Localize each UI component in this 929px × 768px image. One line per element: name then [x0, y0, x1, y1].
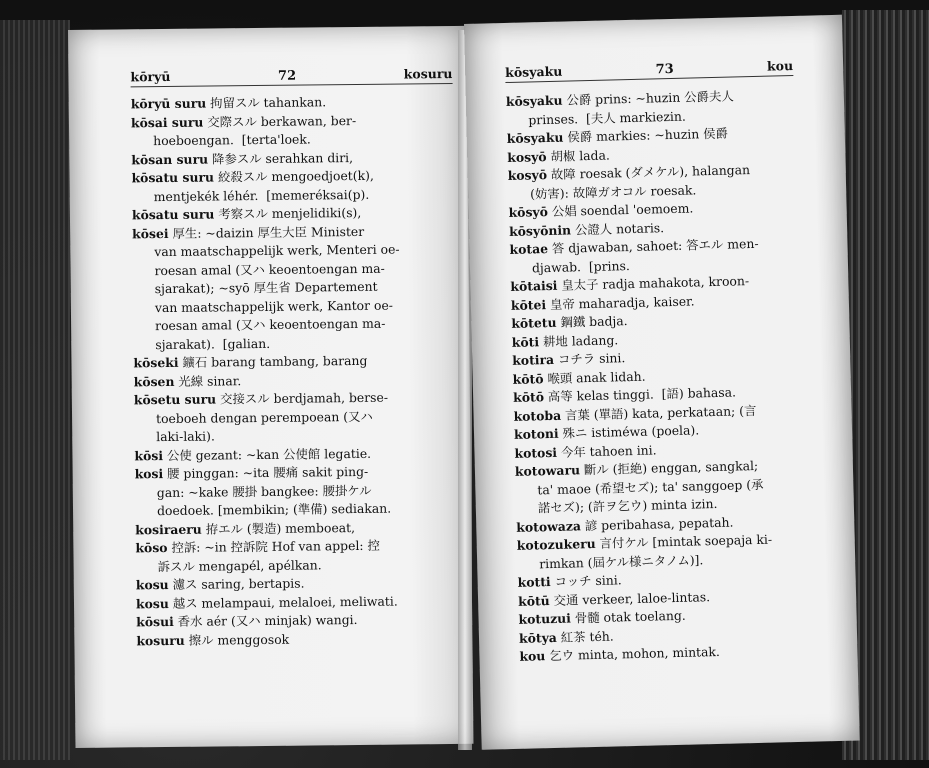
entry-definition: 公娼 soendal 'oemoem.: [547, 200, 694, 220]
entry-definition: 拵エル (製造) memboeat,: [201, 519, 356, 537]
entry-headword: kotoba: [513, 407, 562, 424]
entry-headword: kotuzui: [518, 610, 572, 627]
entry-definition: roesan amal (又ハ keoentoengan ma-: [155, 315, 386, 334]
entry-headword: kosuru: [136, 632, 185, 648]
entry-headword: kōtya: [518, 629, 557, 646]
left-page-edges: [0, 20, 70, 760]
entry-headword: kotosi: [514, 444, 558, 461]
entry-definition: 交通 verkeer, laloe-lintas.: [549, 588, 711, 608]
entry-headword: kotti: [517, 574, 551, 590]
entry-definition: 香水 aér (又ハ minjak) wangi.: [173, 612, 358, 629]
entry-definition: 高等 kelas tinggi. [語) bahasa.: [543, 384, 737, 405]
entry-definition: 考察スル menjelidiki(s),: [214, 204, 362, 222]
entry-headword: kōtō: [512, 389, 545, 405]
entry-headword: kosi: [134, 466, 164, 482]
entry-headword: kosiraeru: [135, 521, 202, 537]
entry-headword: kōsyaku: [505, 92, 563, 109]
entry-definition: 訴スル mengapél, apélkan.: [157, 556, 322, 574]
right-page-number: 73: [655, 61, 674, 78]
entry-definition: djawab. [prins.: [531, 257, 630, 275]
entry-definition: 腰 pinggan: ~ita 腰痛 sakit ping-: [163, 463, 369, 482]
entry-headword: kōsyōnin: [508, 221, 572, 239]
entry-definition: 斷ル (拒絶) enggan, sangkal;: [579, 457, 759, 478]
entry-headword: kotira: [512, 351, 555, 368]
entry-headword: kōsyō: [508, 204, 549, 220]
entry-definition: 紅茶 téh.: [556, 628, 614, 645]
entry-definition: 侯爵 markies: ~huzin 侯爵: [563, 125, 729, 145]
entry-headword: kōsai suru: [130, 114, 204, 130]
entry-definition: 諺 peribahasa, pepatah.: [580, 514, 734, 533]
entry-definition: 乞ウ minta, mohon, mintak.: [545, 643, 721, 664]
entry-headword: kōtō: [512, 370, 544, 387]
entry-definition: 鋼鐵 badja.: [556, 313, 628, 330]
entry-definition: 胡椒 lada.: [546, 146, 610, 164]
entry-headword: kōsi: [134, 447, 164, 463]
entry-definition: 諾セズ); (許ヲ乞ウ) minta izin.: [537, 495, 718, 516]
entry-headword: kotozukeru: [516, 535, 596, 553]
entry-definition: 控訴: ~in 控訴院 Hof van appel: 控: [167, 537, 380, 555]
entry-definition: 今年 tahoen ini.: [556, 441, 657, 460]
entry-headword: kōsei: [132, 225, 169, 241]
entry-definition: 拘留スル tahankan.: [206, 94, 327, 111]
entry-headword: kōtaisi: [510, 277, 558, 294]
entry-definition: 皇帝 maharadja, kaiser.: [545, 292, 695, 312]
entry-headword: kosyō: [507, 148, 547, 165]
entry-definition: 鑛石 barang tambang, barang: [178, 352, 368, 370]
left-entry: [136, 628, 462, 650]
entry-headword: kosu: [135, 595, 169, 611]
entry-definition: 越ス melampaui, melaloei, meliwati.: [168, 593, 398, 611]
entry-headword: kōtei: [510, 296, 547, 313]
entry-definition: 濾ス saring, bertapis.: [168, 575, 305, 592]
entry-definition: 言葉 (單語) kata, perkataan; (言: [560, 402, 757, 423]
entry-definition: 答 djawaban, sahoet: 答エル men-: [547, 235, 759, 257]
entry-definition: 言付ケル [mintak soepaja ki-: [595, 531, 773, 551]
entry-definition: 耕地 ladang.: [538, 331, 619, 349]
entry-definition: gan: ~kake 腰掛 bangkee: 腰掛ケル: [156, 482, 372, 500]
entry-definition: mentjekék léhér. [memeréksai(p).: [153, 186, 370, 204]
entry-definition: 公使 gezant: ~kan 公使館 legatie.: [162, 445, 372, 463]
left-page-number: 72: [277, 68, 297, 84]
entry-headword: kōtetu: [511, 314, 557, 331]
entry-definition: 公證人 notaris.: [570, 219, 665, 237]
entry-headword: kosyō: [507, 167, 548, 183]
entry-definition: 交接スル berdjamah, berse-: [216, 389, 389, 407]
entry-definition: 骨髓 otak toelang.: [570, 607, 686, 626]
right-header-word: kōsyaku: [505, 63, 563, 81]
entry-headword: kotoni: [513, 425, 559, 442]
entry-headword: kōsen: [133, 373, 175, 389]
entry-definition: コッチ sini.: [550, 572, 622, 590]
entry-headword: kotowaza: [516, 517, 582, 535]
entry-headword: kosu: [135, 576, 169, 593]
entry-headword: kotowaru: [514, 462, 581, 479]
entry-definition: 絞殺スル mengoedjoet(k),: [213, 167, 374, 185]
entry-definition: コチラ sini.: [553, 350, 626, 367]
entry-definition: 厚生: ~daizin 厚生大臣 Minister: [168, 223, 365, 241]
entry-headword: kōryū suru: [130, 95, 207, 112]
entry-headword: kōsatu suru: [131, 206, 215, 223]
entry-definition: van maatschappelijk werk, Menteri oe-: [154, 241, 400, 260]
entry-definition: (妨害): 故障ガオコル roesak.: [529, 181, 697, 201]
entry-definition: ta' maoe (希望セズ); ta' sanggoep (承: [537, 476, 764, 497]
entry-definition: 皇太子 radja mahakota, kroon-: [557, 273, 750, 293]
right-page: [464, 15, 860, 750]
left-header-word: kōryū: [130, 68, 171, 85]
entry-headword: kōsan suru: [131, 151, 209, 167]
entry-definition: prinses. [夫人 markiezin.: [528, 108, 686, 127]
entry-headword: kōso: [135, 539, 168, 556]
left-page-header: [130, 66, 452, 85]
entry-definition: 殊ニ istiméwa (poela).: [558, 422, 700, 441]
entry-definition: laki-laki).: [156, 428, 215, 445]
entry-headword: kōsatu suru: [131, 169, 215, 186]
entry-definition: 故障 roesak (ダメケル), halangan: [546, 162, 751, 183]
entry-headword: kōtū: [517, 592, 550, 609]
right-header-end-word: kou: [766, 57, 794, 74]
entry-headword: kōti: [511, 333, 540, 350]
entry-headword: kou: [519, 648, 546, 664]
entry-headword: kōseki: [133, 354, 179, 371]
entry-definition: hoeboengan. [terta'loek.: [153, 131, 311, 149]
entry-headword: kotae: [509, 241, 549, 257]
entry-definition: rimkan (屆ケル様ニタノム)].: [539, 551, 704, 571]
entry-definition: 公爵 prins: ~huzin 公爵夫人: [562, 88, 734, 108]
entry-definition: 降参スル serahkan diri,: [207, 149, 354, 167]
entry-definition: doedoek. [membikin; (準備) sediakan.: [156, 500, 392, 519]
entry-definition: 光線 sinar.: [174, 372, 242, 389]
entry-headword: kōsyaku: [506, 129, 564, 146]
entry-definition: 交際スル berkawan, ber-: [203, 112, 357, 130]
entry-definition: roesan amal (又ハ keoentoengan ma-: [154, 260, 385, 278]
entry-definition: toeboeh dengan perempoean (又ハ: [155, 408, 373, 426]
left-header-end-word: kosuru: [403, 65, 453, 82]
right-entry-list: [506, 86, 818, 667]
entry-definition: sjarakat); ~syō 厚生省 Departement: [154, 278, 378, 297]
entry-definition: 喉頭 anak lidah.: [543, 368, 646, 386]
entry-definition: sjarakat). [galian.: [155, 335, 271, 352]
entry-definition: 擦ル menggosok: [184, 631, 290, 648]
left-page: [68, 26, 473, 748]
left-entry-list: [131, 92, 463, 650]
entry-headword: kōsui: [136, 613, 174, 630]
entry-definition: van maatschappelijk werk, Kantor oe-: [154, 297, 394, 315]
entry-headword: kōsetu suru: [133, 391, 217, 408]
